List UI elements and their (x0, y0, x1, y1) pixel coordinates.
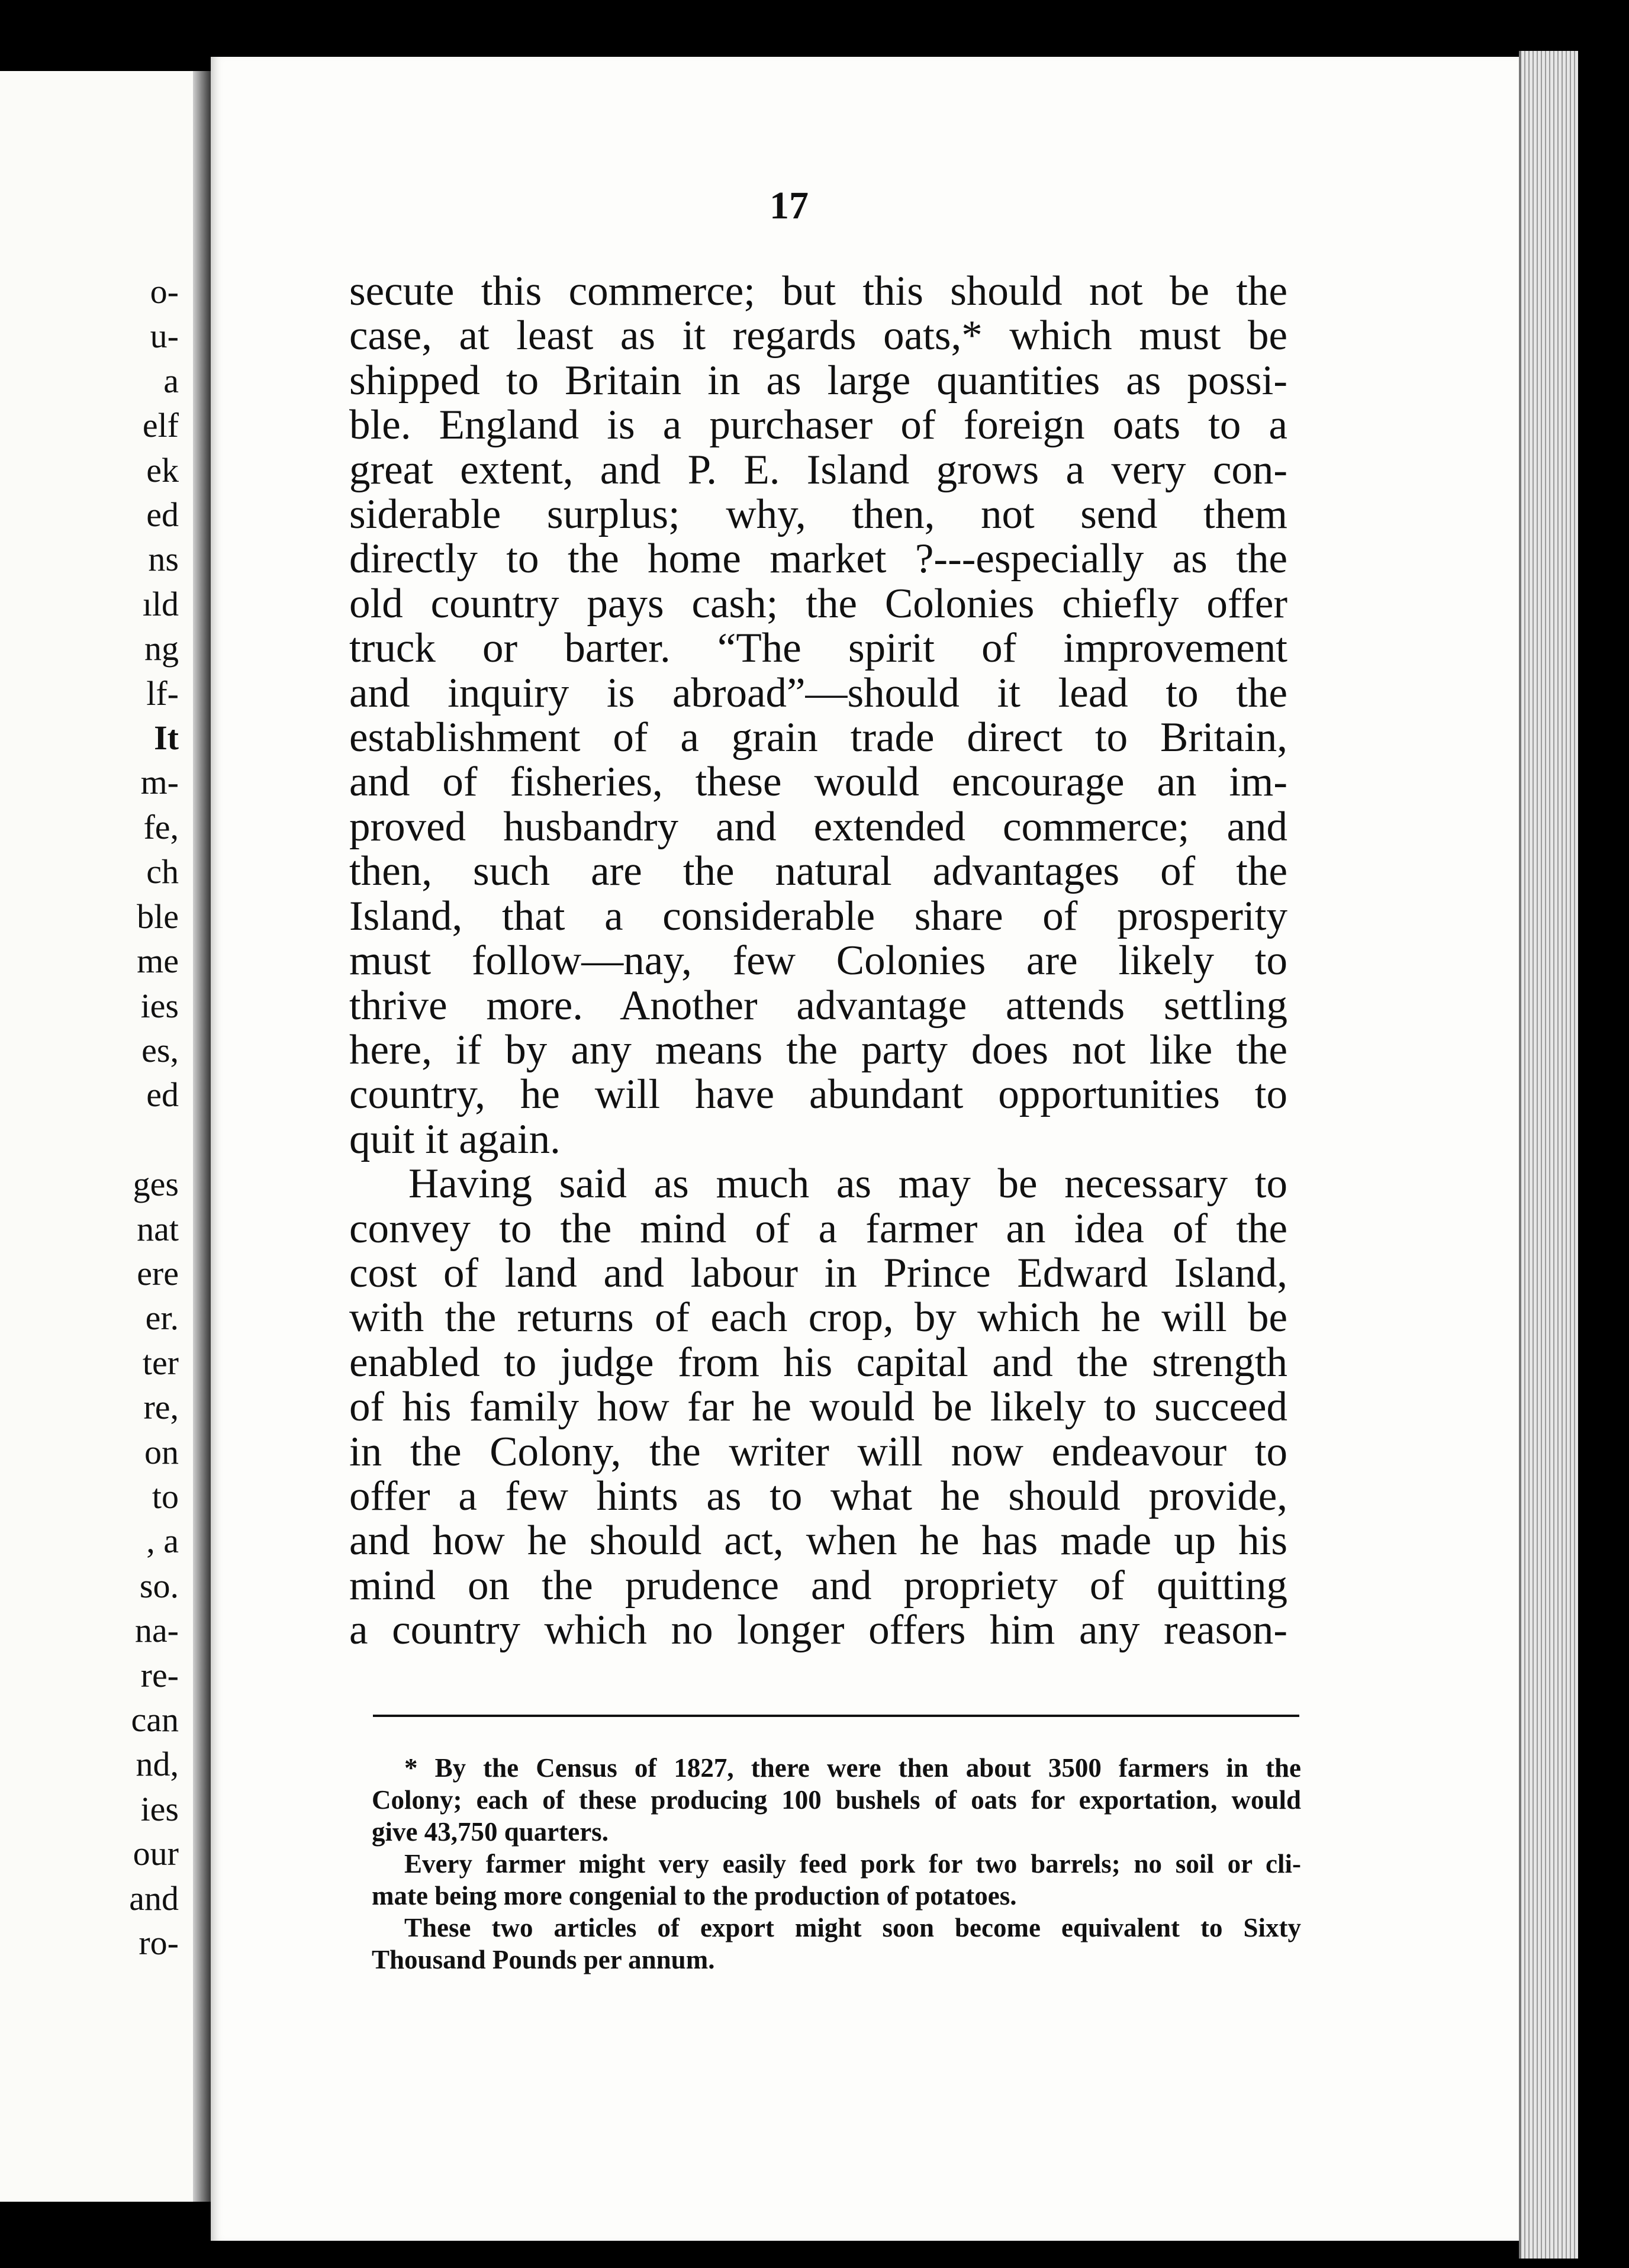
text-line: quit it again. (349, 1116, 561, 1162)
text-line: truck or barter. “The spirit of improvement (349, 625, 1287, 672)
fragment-line: ıld (142, 584, 179, 623)
fragment-line: re, (143, 1388, 179, 1427)
fragment-line: m- (140, 763, 179, 802)
text-line: country, he will have abundant opportunities to (349, 1071, 1287, 1118)
text-line: offer a few hints as to what he should provide, (349, 1473, 1287, 1519)
fragment-line: ns (148, 540, 179, 579)
body-text (349, 269, 1287, 1653)
fragment-line: lf- (146, 674, 179, 713)
text-line: convey to the mind of a farmer an idea of the (349, 1205, 1287, 1252)
footnote-line: Thousand Pounds per annum. (372, 1945, 715, 1974)
footnote-rule (373, 1715, 1299, 1717)
fragment-line: to (152, 1477, 179, 1516)
footnote-line: Colony; each of these producing 100 bushels of oats for exportation, would (372, 1785, 1301, 1815)
text-line: and inquiry is abroad”—should it lead to the (349, 669, 1287, 716)
text-line: secute this commerce; but this should not be the (349, 268, 1287, 314)
footnote-line: give 43,750 quarters. (372, 1817, 609, 1847)
fragment-line: me (137, 942, 179, 981)
fragment-line: a (163, 361, 179, 400)
text-line: Island, that a considerable share of prosperity (349, 893, 1287, 939)
fragment-line: ere (137, 1254, 179, 1293)
fragment-line: ies (140, 1789, 179, 1828)
text-line: enabled to judge from his capital and the strength (349, 1339, 1287, 1386)
fragment-line: ter (142, 1343, 179, 1382)
fragment-line: es, (141, 1030, 179, 1069)
footnote-line: mate being more congenial to the production of potatoes. (372, 1881, 1017, 1911)
text-line: here, if by any means the party does not like the (349, 1026, 1287, 1073)
text-line: shipped to Britain in as large quantities as possi- (349, 357, 1287, 404)
fragment-line: ed (146, 495, 179, 534)
fragment-line: can (131, 1700, 179, 1739)
fragment-line (129, 1117, 179, 1162)
text-line: great extent, and P. E. Island grows a very con- (349, 446, 1287, 493)
fragment-line: er. (145, 1299, 179, 1338)
fragment-line: our (133, 1834, 179, 1873)
text-line: old country pays cash; the Colonies chiefly offer (349, 580, 1287, 627)
text-line: thrive more. Another advantage attends settling (349, 982, 1287, 1029)
footnote-line: These two articles of export might soon become equivalent to Sixty (404, 1913, 1301, 1942)
fragment-line: ek (146, 450, 179, 489)
facing-page (0, 71, 200, 2202)
text-line: then, such are the natural advantages of the (349, 848, 1287, 895)
text-line: establishment of a grain trade direct to Britain, (349, 714, 1287, 761)
fragment-line: ed (146, 1075, 179, 1114)
text-line: cost of land and labour in Prince Edward Island, (349, 1249, 1287, 1296)
fragment-line: It (154, 719, 179, 758)
text-line: directly to the home market ?---especially as the (349, 536, 1287, 582)
text-line: and how he should act, when he has made up his (349, 1518, 1287, 1564)
footnote (372, 1752, 1301, 1976)
fragment-line: re- (140, 1655, 179, 1694)
fragment-line: ro- (139, 1924, 179, 1963)
fragment-line: elf (142, 406, 179, 445)
text-line: and of fisheries, these would encourage an im- (349, 759, 1287, 806)
page-number: 17 (770, 184, 809, 227)
fragment-line: and (129, 1879, 179, 1918)
fragment-line: ies (140, 986, 179, 1025)
fragment-line: nat (137, 1209, 179, 1248)
facing-page-text-fragments (129, 269, 179, 1965)
fragment-line: ch (146, 852, 179, 891)
fragment-line: ble (137, 897, 179, 936)
text-line: mind on the prudence and propriety of quitting (349, 1562, 1287, 1609)
text-line: ble. England is a purchaser of foreign oats to a (349, 402, 1287, 449)
text-line: a country which no longer offers him any reason- (349, 1607, 1287, 1654)
text-line: proved husbandry and extended commerce; and (349, 803, 1287, 850)
fragment-line: ges (133, 1165, 179, 1204)
text-line: Having said as much as may be necessary to (408, 1161, 1287, 1207)
footnote-line: Every farmer might very easily feed pork for two barrels; no soil or cli- (404, 1849, 1301, 1879)
text-line: must follow—nay, few Colonies are likely to (349, 938, 1287, 984)
fragment-line: o- (150, 272, 179, 311)
footnote-line: * By the Census of 1827, there were then about 3500 farmers in the (404, 1753, 1301, 1783)
fragment-line: na- (134, 1611, 179, 1650)
fragment-line: , a (146, 1522, 179, 1561)
fragment-line: so. (139, 1566, 179, 1605)
fragment-line: u- (150, 317, 179, 356)
text-line: case, at least as it regards oats,* which must be (349, 313, 1287, 359)
text-line: siderable surplus; why, then, not send them (349, 491, 1287, 538)
fragment-line: on (144, 1432, 179, 1471)
text-line: of his family how far he would be likely to succeed (349, 1384, 1287, 1431)
fragment-line: fe, (143, 807, 179, 846)
text-line: with the returns of each crop, by which he will be (349, 1294, 1287, 1341)
page-edges (1519, 51, 1578, 2259)
text-line: in the Colony, the writer will now endeavour to (349, 1428, 1287, 1475)
fragment-line: nd, (136, 1745, 179, 1784)
fragment-line: ng (144, 629, 179, 668)
